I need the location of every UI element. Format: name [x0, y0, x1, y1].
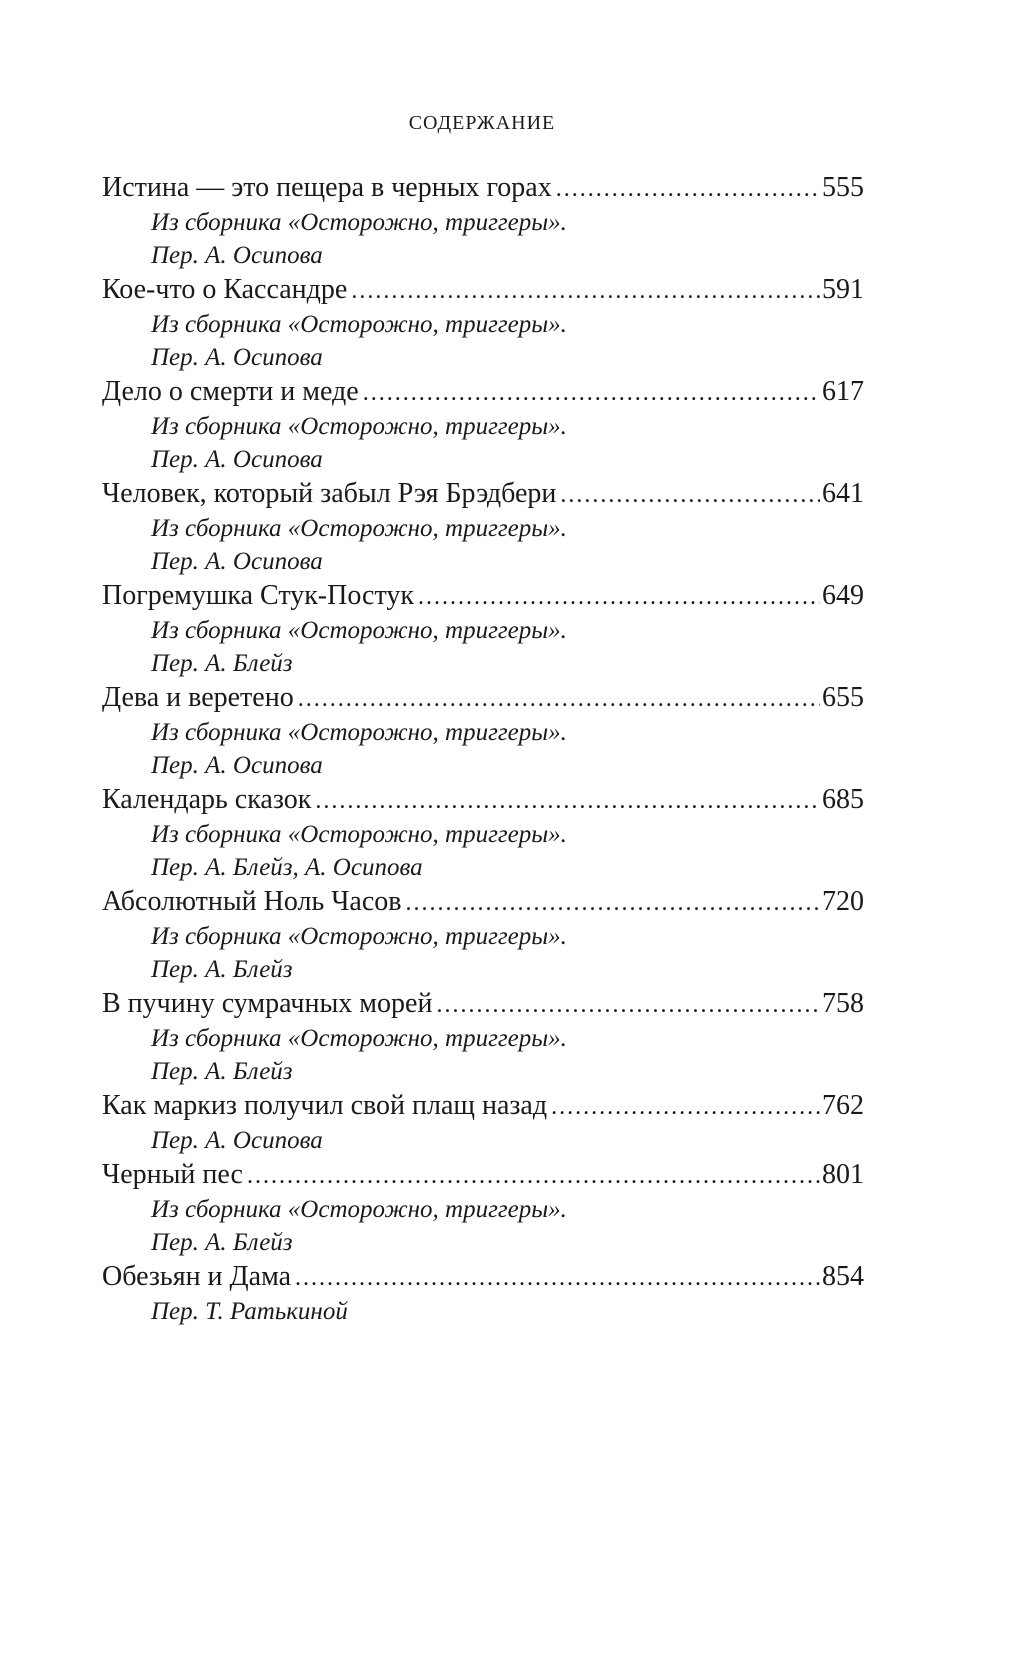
entry-source: Из сборника «Осторожно, триггеры».: [151, 413, 567, 440]
entry-page-number: 762: [822, 1090, 864, 1121]
entry-page-number: 555: [822, 172, 864, 203]
entry-page-number: 591: [822, 274, 864, 305]
toc-entry-line: [102, 782, 864, 818]
toc-entry-line: [102, 1259, 864, 1295]
dot-leader: [247, 1158, 820, 1193]
dot-leader: [418, 579, 820, 614]
entry-translator: Пер. А. Осипова: [151, 548, 323, 575]
entry-translator: Пер. А. Осипова: [151, 446, 323, 473]
dot-leader: [560, 477, 820, 512]
dot-leader: [436, 987, 820, 1022]
toc-entry: [102, 374, 864, 476]
entry-translator: Пер. А. Блейз: [151, 650, 293, 677]
toc-entry-line: [102, 884, 864, 920]
dot-leader: [351, 273, 820, 308]
entry-title: Календарь сказок: [102, 784, 312, 815]
toc-entry: [102, 782, 864, 884]
toc-entry-line: [102, 680, 864, 716]
toc-entry-line: [102, 170, 864, 206]
entry-source: Из сборника «Осторожно, триггеры».: [151, 1025, 567, 1052]
toc-entry-line: [102, 1157, 864, 1193]
entry-page-number: 758: [822, 988, 864, 1019]
entry-title: Кое-что о Кассандре: [102, 274, 348, 305]
entry-title: Дева и веретено: [102, 682, 294, 713]
entry-page-number: 854: [822, 1261, 864, 1292]
toc-entry: [102, 476, 864, 578]
toc-entry: [102, 1088, 864, 1157]
entry-page-number: 655: [822, 682, 864, 713]
entry-page-number: 649: [822, 580, 864, 611]
entry-source: Из сборника «Осторожно, триггеры».: [151, 209, 567, 236]
toc-entry-line: [102, 272, 864, 308]
page-title: СОДЕРЖАНИЕ: [408, 112, 556, 134]
entry-translator: Пер. А. Блейз, А. Осипова: [151, 854, 423, 881]
entry-translator: Пер. А. Осипова: [151, 1127, 323, 1154]
entry-source: Из сборника «Осторожно, триггеры».: [151, 311, 567, 338]
entry-source: Из сборника «Осторожно, триггеры».: [151, 515, 567, 542]
toc-entry-line: [102, 578, 864, 614]
dot-leader: [295, 1260, 820, 1295]
toc-entry: [102, 578, 864, 680]
toc-entry-line: [102, 1088, 864, 1124]
entry-title: Человек, который забыл Рэя Брэдбери: [102, 478, 557, 509]
table-of-contents: [102, 170, 864, 1328]
entry-title: Погремушка Стук-Постук: [102, 580, 414, 611]
dot-leader: [298, 681, 820, 716]
entry-translator: Пер. А. Осипова: [151, 242, 323, 269]
toc-entry: [102, 680, 864, 782]
entry-translator: Пер. А. Осипова: [151, 752, 323, 779]
entry-translator: Пер. А. Блейз: [151, 956, 293, 983]
entry-page-number: 641: [822, 478, 864, 509]
entry-source: Из сборника «Осторожно, триггеры».: [151, 923, 567, 950]
entry-page-number: 617: [822, 376, 864, 407]
toc-entry: [102, 1259, 864, 1328]
toc-entry: [102, 1157, 864, 1259]
entry-translator: Пер. А. Осипова: [151, 344, 323, 371]
entry-page-number: 685: [822, 784, 864, 815]
dot-leader: [556, 171, 820, 206]
entry-source: Из сборника «Осторожно, триггеры».: [151, 1196, 567, 1223]
entry-translator: Пер. А. Блейз: [151, 1058, 293, 1085]
dot-leader: [406, 885, 820, 920]
toc-entry-line: [102, 374, 864, 410]
entry-title: Абсолютный Ноль Часов: [102, 886, 402, 917]
entry-source: Из сборника «Осторожно, триггеры».: [151, 719, 567, 746]
toc-entry-line: [102, 986, 864, 1022]
dot-leader: [551, 1089, 820, 1124]
dot-leader: [363, 375, 820, 410]
entry-translator: Пер. А. Блейз: [151, 1229, 293, 1256]
toc-entry: [102, 272, 864, 374]
entry-title: Как маркиз получил свой плащ назад: [102, 1090, 548, 1121]
entry-translator: Пер. Т. Ратькиной: [151, 1298, 348, 1325]
entry-title: Обезьян и Дама: [102, 1261, 292, 1292]
entry-page-number: 720: [822, 886, 864, 917]
entry-source: Из сборника «Осторожно, триггеры».: [151, 821, 567, 848]
entry-page-number: 801: [822, 1159, 864, 1190]
entry-source: Из сборника «Осторожно, триггеры».: [151, 617, 567, 644]
toc-entry: [102, 884, 864, 986]
entry-title: Черный пес: [102, 1159, 243, 1190]
dot-leader: [315, 783, 820, 818]
toc-entry-line: [102, 476, 864, 512]
entry-title: Дело о смерти и меде: [102, 376, 359, 407]
toc-entry: [102, 986, 864, 1088]
toc-entry: [102, 170, 864, 272]
entry-title: В пучину сумрачных морей: [102, 988, 433, 1019]
entry-title: Истина — это пещера в черных горах: [102, 172, 552, 203]
